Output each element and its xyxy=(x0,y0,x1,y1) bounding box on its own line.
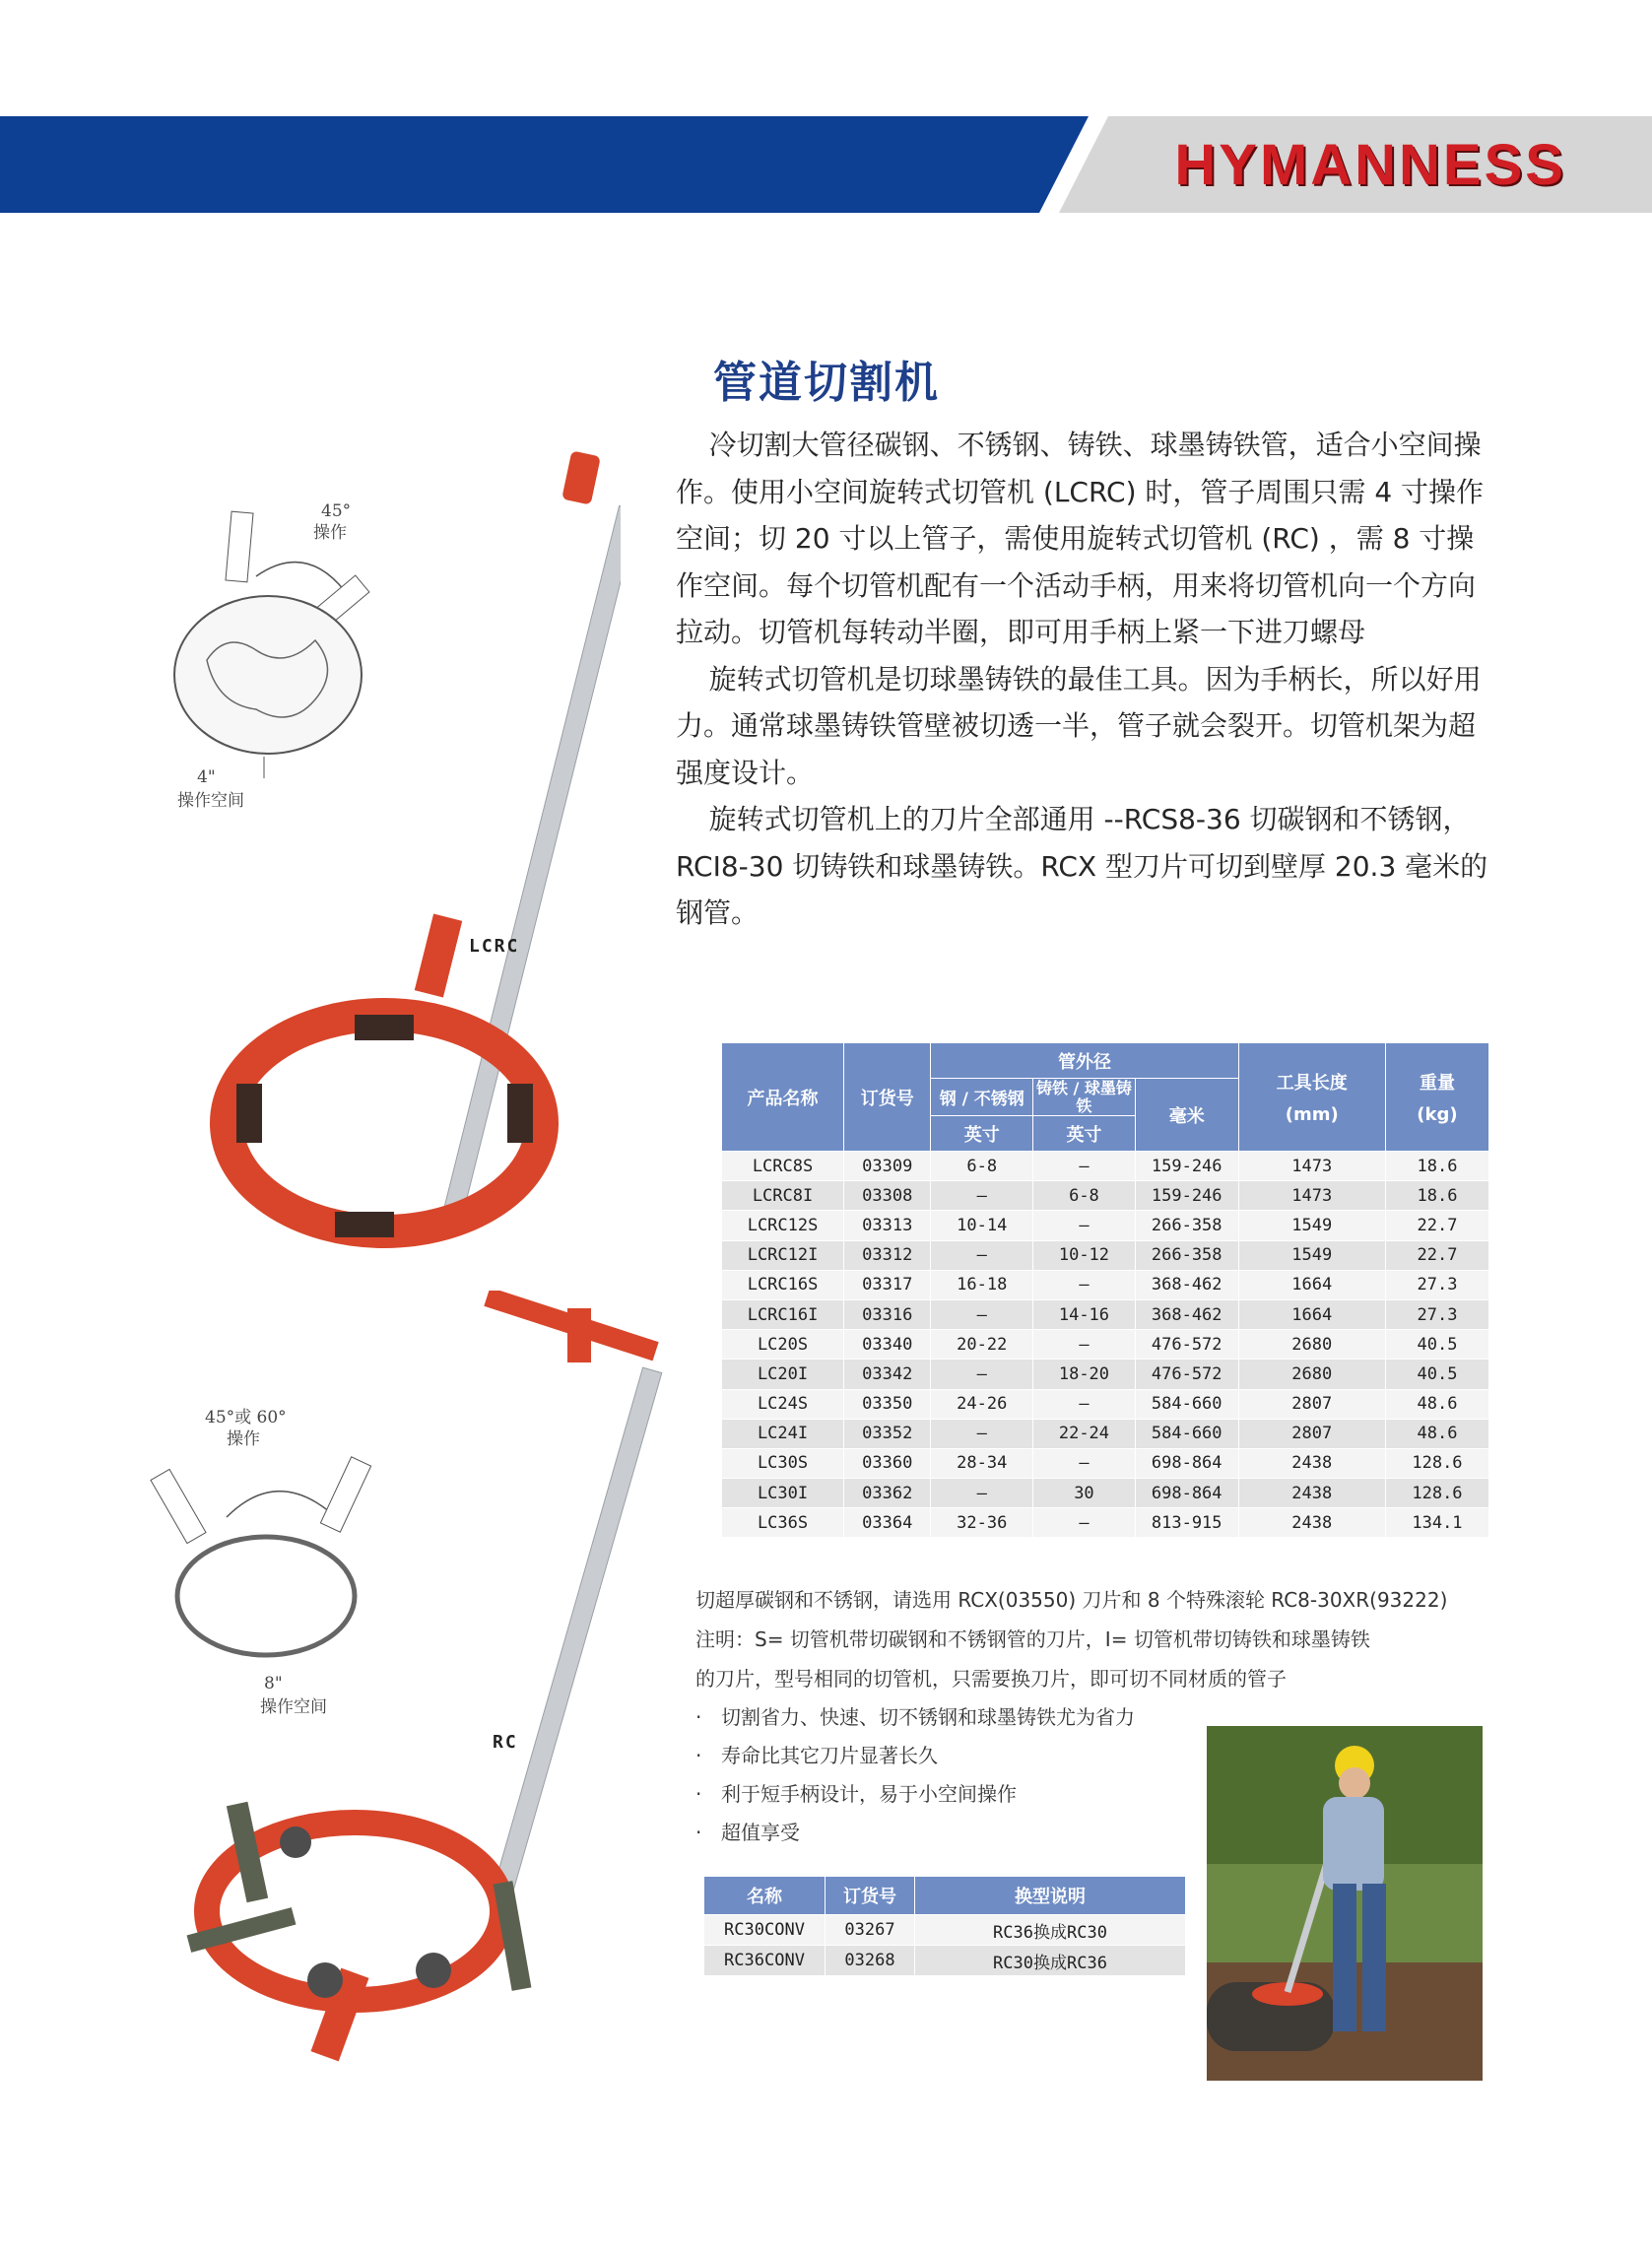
table-cell: 2680 xyxy=(1238,1330,1385,1360)
table-cell: 266-358 xyxy=(1135,1240,1238,1270)
table-row xyxy=(722,1181,1489,1211)
table-cell: 10-12 xyxy=(1033,1240,1136,1270)
diagram-space: 4" xyxy=(197,767,216,787)
table-cell: 03352 xyxy=(844,1419,931,1448)
table-cell: 28-34 xyxy=(931,1448,1033,1478)
table-cell: 27.3 xyxy=(1385,1299,1488,1329)
table-cell: 6-8 xyxy=(931,1152,1033,1181)
table-cell: 18.6 xyxy=(1385,1181,1488,1211)
table-cell: 2438 xyxy=(1238,1479,1385,1508)
conversion-table xyxy=(703,1876,1186,1976)
table-cell: 128.6 xyxy=(1385,1448,1488,1478)
table-cell: 03317 xyxy=(844,1270,931,1299)
table-cell: 03268 xyxy=(826,1946,915,1976)
intro-paragraph: 冷切割大管径碳钢、不锈钢、铸铁、球墨铸铁管，适合小空间操作。使用小空间旋转式切管机 (LCRC) 时，管子周围只需 4 寸操作空间；切 20 寸以上管子，需使用旋转式切管机 (RC) ，需 8 寸操作空间。每个切管机配有一个活动手柄，用来将切管机向一个方向拉动。切管机每转动半圈，即可用手柄上紧一下进刀螺母 xyxy=(676,429,1485,648)
table-cell: — xyxy=(1033,1211,1136,1240)
table-cell: LC20I xyxy=(722,1360,844,1389)
table-cell: LC30S xyxy=(722,1448,844,1478)
table-cell: 20-22 xyxy=(931,1330,1033,1360)
table-cell: 476-572 xyxy=(1135,1330,1238,1360)
note-line: 的刀片，型号相同的切管机，只需要换刀片，即可切不同材质的管子 xyxy=(695,1667,1287,1691)
table-cell: 16-18 xyxy=(931,1270,1033,1299)
cutter-wheel xyxy=(307,1962,343,1998)
col-header-length xyxy=(1238,1043,1385,1152)
conversion-table-body xyxy=(704,1915,1186,1976)
brand-logo: HYMANNESS xyxy=(1174,133,1566,197)
table-cell: RC30换成RC36 xyxy=(915,1946,1186,1976)
bullet-icon: · xyxy=(695,1705,702,1729)
t-handle-post xyxy=(567,1308,591,1362)
table-cell: 22-24 xyxy=(1033,1419,1136,1448)
col-header-od: 管外径 xyxy=(931,1043,1238,1079)
page-title: 管道切割机 xyxy=(713,358,940,408)
note-line: 切超厚碳钢和不锈钢，请选用 RCX(03550) 刀片和 8 个特殊滚轮 RC8-30XR(93222) xyxy=(695,1588,1448,1612)
cutter-wheel xyxy=(280,1826,311,1858)
col-header-steel: 钢 / 不锈钢 xyxy=(931,1079,1033,1116)
table-cell: — xyxy=(1033,1508,1136,1538)
feature-text: 切割省力、快速、切不锈钢和球墨铸铁尤为省力 xyxy=(721,1705,1135,1729)
table-cell: 698-864 xyxy=(1135,1479,1238,1508)
table-cell: — xyxy=(1033,1389,1136,1419)
col-header-order: 订货号 xyxy=(844,1043,931,1152)
table-cell: 27.3 xyxy=(1385,1270,1488,1299)
table-cell: 698-864 xyxy=(1135,1448,1238,1478)
lcrc-tool-illustration xyxy=(187,443,621,1330)
table-cell: 476-572 xyxy=(1135,1360,1238,1389)
spec-table-body xyxy=(722,1152,1489,1538)
table-row xyxy=(722,1419,1489,1448)
cutter-wheel xyxy=(507,1084,533,1143)
table-cell: 03267 xyxy=(826,1915,915,1946)
table-cell: 03313 xyxy=(844,1211,931,1240)
table-cell: 159-246 xyxy=(1135,1181,1238,1211)
table-cell: RC36换成RC30 xyxy=(915,1915,1186,1946)
conv-header-name: 名称 xyxy=(704,1877,826,1915)
conv-header-desc: 换型说明 xyxy=(915,1877,1186,1915)
table-cell: 03312 xyxy=(844,1240,931,1270)
table-cell: 14-16 xyxy=(1033,1299,1136,1329)
table-row xyxy=(722,1448,1489,1478)
table-cell: 03362 xyxy=(844,1479,931,1508)
handle-socket xyxy=(415,914,462,998)
photo-worker-leg xyxy=(1333,1884,1356,2031)
model-label-lcrc: LCRC xyxy=(469,936,520,957)
table-cell: 03364 xyxy=(844,1508,931,1538)
col-header-mm: 毫米 xyxy=(1135,1079,1238,1152)
table-cell: 368-462 xyxy=(1135,1299,1238,1329)
table-cell: 30 xyxy=(1033,1479,1136,1508)
diagram-space: 8" xyxy=(264,1674,283,1693)
table-row xyxy=(704,1946,1186,1976)
model-label-rc: RC xyxy=(493,1732,518,1753)
table-cell: 2438 xyxy=(1238,1448,1385,1478)
table-cell: — xyxy=(1033,1330,1136,1360)
bullet-icon: · xyxy=(695,1744,702,1767)
intro-text xyxy=(676,422,1493,937)
handle-grip xyxy=(562,450,601,504)
diagram-angle: 45°或 60° xyxy=(205,1408,287,1427)
feature-text: 寿命比其它刀片显著长久 xyxy=(721,1744,938,1767)
table-cell: LC24I xyxy=(722,1419,844,1448)
diagram-angle-label: 操作 xyxy=(227,1429,260,1449)
feature-item xyxy=(695,1737,1135,1775)
table-cell: 03309 xyxy=(844,1152,931,1181)
table-cell: — xyxy=(1033,1270,1136,1299)
table-row xyxy=(722,1240,1489,1270)
table-cell: 48.6 xyxy=(1385,1389,1488,1419)
table-row xyxy=(722,1270,1489,1299)
feature-item xyxy=(695,1775,1135,1814)
cutter-wheel xyxy=(355,1015,414,1040)
table-cell: — xyxy=(931,1299,1033,1329)
table-cell: — xyxy=(1033,1152,1136,1181)
table-cell: 03340 xyxy=(844,1330,931,1360)
table-row xyxy=(722,1508,1489,1538)
table-cell: — xyxy=(931,1181,1033,1211)
table-cell: 32-36 xyxy=(931,1508,1033,1538)
table-cell: LC24S xyxy=(722,1389,844,1419)
feature-list xyxy=(695,1698,1135,1852)
feature-item xyxy=(695,1814,1135,1852)
table-cell: — xyxy=(931,1360,1033,1389)
feature-text: 超值享受 xyxy=(721,1821,800,1844)
table-row xyxy=(722,1479,1489,1508)
table-cell: 813-915 xyxy=(1135,1508,1238,1538)
notes xyxy=(695,1580,1484,1698)
spec-table xyxy=(721,1042,1489,1538)
rc-handle xyxy=(491,1367,662,1903)
table-cell: 03316 xyxy=(844,1299,931,1329)
table-cell: 18.6 xyxy=(1385,1152,1488,1181)
intro-paragraph: 旋转式切管机是切球墨铸铁的最佳工具。因为手柄长，所以好用力。通常球墨铸铁管壁被切透一半，管子就会裂开。切管机架为超强度设计。 xyxy=(676,662,1482,789)
table-cell: RC36CONV xyxy=(704,1946,826,1976)
diagram-space-label: 操作空间 xyxy=(260,1697,327,1717)
photo-worker-shirt xyxy=(1323,1797,1384,1891)
table-cell: 128.6 xyxy=(1385,1479,1488,1508)
table-cell: 10-14 xyxy=(931,1211,1033,1240)
table-cell: 24-26 xyxy=(931,1389,1033,1419)
diagram-space-label: 操作空间 xyxy=(177,791,244,811)
table-cell: 22.7 xyxy=(1385,1240,1488,1270)
table-cell: 584-660 xyxy=(1135,1419,1238,1448)
table-row xyxy=(704,1915,1186,1946)
table-cell: LCRC12S xyxy=(722,1211,844,1240)
col-header-name: 产品名称 xyxy=(722,1043,844,1152)
table-row xyxy=(722,1299,1489,1329)
table-cell: 1473 xyxy=(1238,1181,1385,1211)
col-header-weight-label: 重量 xyxy=(1419,1073,1455,1094)
table-cell: 2807 xyxy=(1238,1419,1385,1448)
table-cell: — xyxy=(931,1240,1033,1270)
table-cell: 03308 xyxy=(844,1181,931,1211)
table-row xyxy=(722,1330,1489,1360)
cutter-wheel xyxy=(236,1084,262,1143)
table-cell: 03350 xyxy=(844,1389,931,1419)
table-row xyxy=(722,1152,1489,1181)
table-cell: LC30I xyxy=(722,1479,844,1508)
col-header-inch-steel: 英寸 xyxy=(931,1116,1033,1152)
table-cell: 134.1 xyxy=(1385,1508,1488,1538)
table-row xyxy=(722,1389,1489,1419)
photo-worker-leg xyxy=(1362,1884,1386,2031)
conv-header-order: 订货号 xyxy=(826,1877,915,1915)
table-cell: 266-358 xyxy=(1135,1211,1238,1240)
table-cell: LC36S xyxy=(722,1508,844,1538)
table-row xyxy=(722,1360,1489,1389)
cutter-wheel xyxy=(335,1212,394,1237)
diagram-angle: 45° xyxy=(321,501,352,521)
note-line: 注明：S= 切管机带切碳钢和不锈钢管的刀片，I= 切管机带切铸铁和球墨铸铁 xyxy=(695,1627,1370,1651)
table-cell: 22.7 xyxy=(1385,1211,1488,1240)
table-cell: — xyxy=(931,1479,1033,1508)
bullet-icon: · xyxy=(695,1821,702,1844)
table-cell: 03342 xyxy=(844,1360,931,1389)
bullet-icon: · xyxy=(695,1782,702,1806)
rc-tool-illustration xyxy=(177,1291,690,2079)
col-header-weight-unit: (kg) xyxy=(1417,1104,1458,1125)
field-photo xyxy=(1207,1726,1483,2081)
table-cell: 1473 xyxy=(1238,1152,1385,1181)
col-header-iron: 铸铁 / 球墨铸铁 xyxy=(1033,1079,1136,1116)
table-cell: 2680 xyxy=(1238,1360,1385,1389)
table-cell: 368-462 xyxy=(1135,1270,1238,1299)
table-cell: LC20S xyxy=(722,1330,844,1360)
table-cell: — xyxy=(1033,1448,1136,1478)
table-cell: RC30CONV xyxy=(704,1915,826,1946)
col-header-length-label: 工具长度 xyxy=(1276,1073,1348,1094)
table-cell: 159-246 xyxy=(1135,1152,1238,1181)
table-cell: LCRC16S xyxy=(722,1270,844,1299)
table-cell: 6-8 xyxy=(1033,1181,1136,1211)
table-cell: 48.6 xyxy=(1385,1419,1488,1448)
col-header-weight xyxy=(1385,1043,1488,1152)
intro-paragraph: 旋转式切管机上的刀片全部通用 --RCS8-36 切碳钢和不锈钢，RCI8-30 切铸铁和球墨铸铁。RCX 型刀片可切到壁厚 20.3 毫米的钢管。 xyxy=(676,803,1488,929)
table-cell: LCRC16I xyxy=(722,1299,844,1329)
table-cell: 1549 xyxy=(1238,1211,1385,1240)
table-cell: 40.5 xyxy=(1385,1360,1488,1389)
table-cell: 584-660 xyxy=(1135,1389,1238,1419)
table-cell: 2438 xyxy=(1238,1508,1385,1538)
feature-text: 利于短手柄设计，易于小空间操作 xyxy=(721,1782,1017,1806)
table-cell: 1549 xyxy=(1238,1240,1385,1270)
table-cell: 18-20 xyxy=(1033,1360,1136,1389)
col-header-inch-iron: 英寸 xyxy=(1033,1116,1136,1152)
table-cell: LCRC8I xyxy=(722,1181,844,1211)
feature-item xyxy=(695,1698,1135,1737)
table-cell: 2807 xyxy=(1238,1389,1385,1419)
lcrc-ring xyxy=(227,1015,542,1231)
table-cell: 03360 xyxy=(844,1448,931,1478)
table-cell: — xyxy=(931,1419,1033,1448)
cutter-wheel xyxy=(416,1953,451,1988)
table-cell: 40.5 xyxy=(1385,1330,1488,1360)
table-cell: 1664 xyxy=(1238,1270,1385,1299)
table-cell: LCRC8S xyxy=(722,1152,844,1181)
diagram-angle-label: 操作 xyxy=(313,523,347,543)
photo-worker-head xyxy=(1339,1767,1370,1799)
table-cell: LCRC12I xyxy=(722,1240,844,1270)
col-header-length-unit: (mm) xyxy=(1285,1104,1339,1125)
table-row xyxy=(722,1211,1489,1240)
table-cell: 1664 xyxy=(1238,1299,1385,1329)
